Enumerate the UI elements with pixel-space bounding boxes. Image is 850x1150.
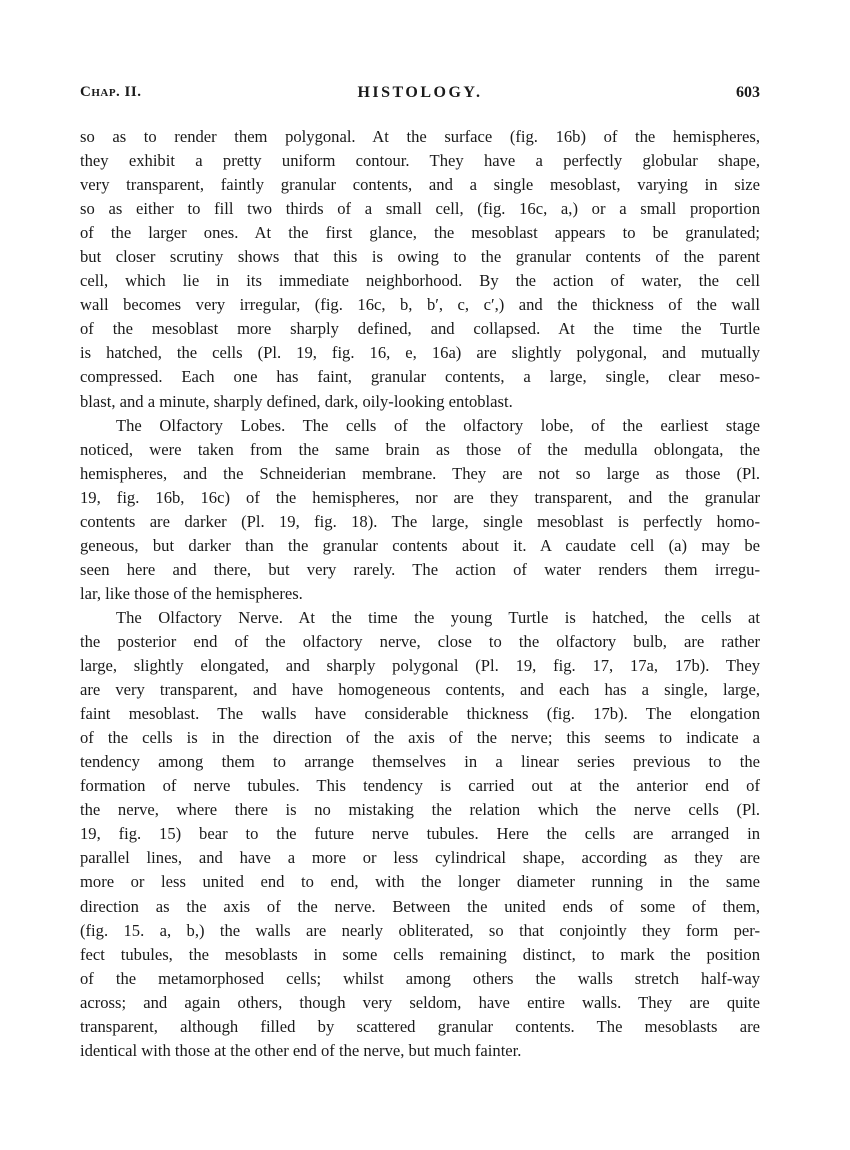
text-line: faint mesoblast. The walls have considerable thickness (fig. 17b). The elongation — [80, 704, 760, 724]
text-line: identical with those at the other end of the nerve, but much fainter. — [80, 1040, 522, 1060]
text-line: noticed, were taken from the same brain as those of the medulla oblongata, the — [80, 439, 760, 459]
text-line: 19, fig. 15) bear to the future nerve tubules. Here the cells are arranged in — [80, 824, 760, 844]
chapter-label: Chap. II. — [80, 84, 142, 100]
text-line: fect tubules, the mesoblasts in some cells remaining distinct, to mark the position — [80, 944, 760, 964]
text-line: The Olfactory Nerve. At the time the young Turtle is hatched, the cells at — [116, 607, 760, 627]
text-line: very transparent, faintly granular contents, and a single mesoblast, varying in size — [80, 175, 760, 195]
text-line: the posterior end of the olfactory nerve, close to the olfactory bulb, are rather — [80, 631, 760, 651]
text-line: they exhibit a pretty uniform contour. They have a perfectly globular shape, — [80, 151, 760, 171]
text-line: tendency among them to arrange themselves in a linear series previous to the — [80, 752, 760, 772]
text-line: geneous, but darker than the granular contents about it. A caudate cell (a) may be — [80, 535, 760, 555]
text-line: transparent, although filled by scattered granular contents. The mesoblasts are — [80, 1016, 760, 1036]
paragraph-olfactory-lobes — [80, 414, 760, 606]
text-line: lar, like those of the hemispheres. — [80, 583, 303, 603]
text-line: direction as the axis of the nerve. Between the united ends of some of them, — [80, 896, 760, 916]
text-line: blast, and a minute, sharply defined, dark, oily-looking entoblast. — [80, 391, 513, 411]
text-line: of the larger ones. At the first glance, the mesoblast appears to be granulated; — [80, 223, 760, 243]
text-line: are very transparent, and have homogeneous contents, and each has a single, large, — [80, 680, 760, 700]
text-line: compressed. Each one has faint, granular contents, a large, single, clear meso- — [80, 367, 760, 387]
text-line: is hatched, the cells (Pl. 19, fig. 16, e, 16a) are slightly polygonal, and mutually — [80, 343, 760, 363]
page — [80, 80, 760, 1063]
text-line: of the cells is in the direction of the axis of the nerve; this seems to indicate a — [80, 728, 760, 748]
text-line: formation of nerve tubules. This tendency is carried out at the anterior end of — [80, 776, 760, 796]
paragraph-hemispheres-continued — [80, 125, 760, 414]
page-number: 603 — [736, 84, 760, 101]
text-line: seen here and there, but very rarely. The action of water renders them irregu- — [80, 559, 760, 579]
body-text — [80, 125, 760, 1063]
text-line: but closer scrutiny shows that this is owing to the granular contents of the parent — [80, 247, 760, 267]
text-line: hemispheres, and the Schneiderian membrane. They are not so large as those (Pl. — [80, 463, 760, 483]
text-line: more or less united end to end, with the longer diameter running in the same — [80, 872, 760, 892]
text-line: contents are darker (Pl. 19, fig. 18). The large, single mesoblast is perfectly homo- — [80, 511, 760, 531]
running-head — [80, 80, 760, 110]
text-line: (fig. 15. a, b,) the walls are nearly obliterated, so that conjointly they form per- — [80, 920, 760, 940]
paragraph-olfactory-nerve — [80, 606, 760, 1063]
text-line: across; and again others, though very seldom, have entire walls. They are quite — [80, 992, 760, 1012]
text-line: so as either to fill two thirds of a small cell, (fig. 16c, a,) or a small proportion — [80, 199, 760, 219]
text-line: so as to render them polygonal. At the surface (fig. 16b) of the hemispheres, — [80, 127, 760, 146]
page-title: HISTOLOGY. — [357, 84, 483, 101]
text-line: The Olfactory Lobes. The cells of the olfactory lobe, of the earliest stage — [116, 415, 760, 435]
text-line: of the metamorphosed cells; whilst among others the walls stretch half-way — [80, 968, 760, 988]
text-line: cell, which lie in its immediate neighborhood. By the action of water, the cell — [80, 271, 760, 291]
text-line: parallel lines, and have a more or less cylindrical shape, according as they are — [80, 848, 760, 868]
text-line: the nerve, where there is no mistaking the relation which the nerve cells (Pl. — [80, 800, 760, 820]
text-line: wall becomes very irregular, (fig. 16c, b, b′, c, c′,) and the thickness of the wall — [80, 295, 760, 315]
text-line: large, slightly elongated, and sharply polygonal (Pl. 19, fig. 17, 17a, 17b). They — [80, 656, 760, 676]
text-line: of the mesoblast more sharply defined, and collapsed. At the time the Turtle — [80, 319, 760, 339]
text-line: 19, fig. 16b, 16c) of the hemispheres, nor are they transparent, and the granular — [80, 487, 760, 507]
